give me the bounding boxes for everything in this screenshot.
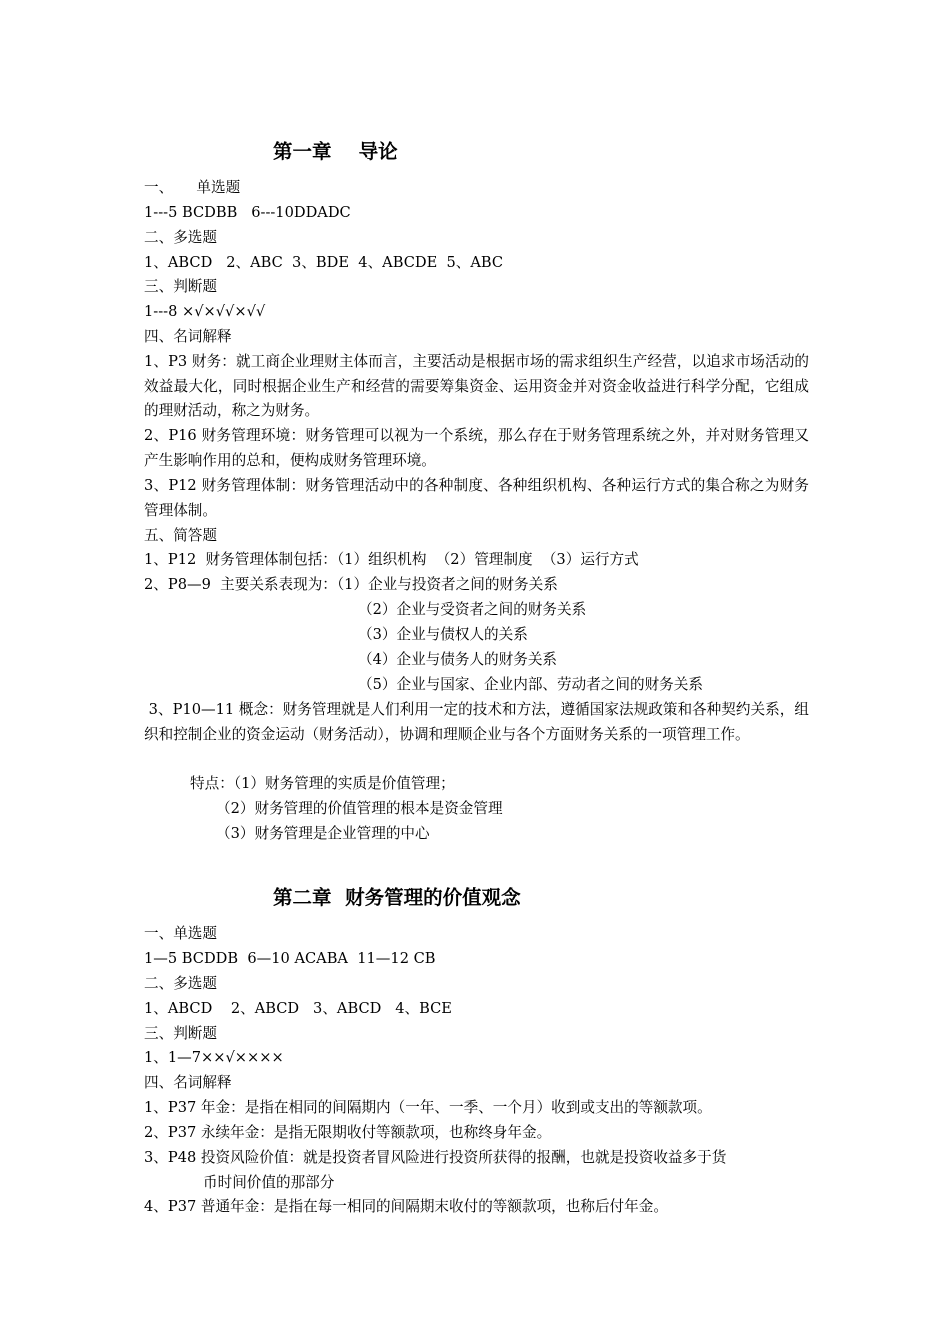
- chapter1-title: 第一章 导论: [273, 140, 398, 163]
- ch2-section-single-choice: 一、单选题: [144, 925, 217, 942]
- ch1-relation-5: （5）企业与国家、企业内部、劳动者之间的财务关系: [358, 676, 703, 693]
- ch1-relation-3: （3）企业与债权人的关系: [358, 626, 528, 643]
- ch1-section-single-choice: 一、 单选题: [144, 179, 241, 196]
- ch2-definition-risk-value: 3、P48 投资风险价值：就是投资者冒风险进行投资所获得的报酬，也就是投资收益多于货: [144, 1149, 727, 1166]
- ch1-section-definitions: 四、名词解释: [144, 328, 232, 345]
- ch2-definition-risk-value-cont: 币时间价值的那部分: [203, 1174, 335, 1191]
- ch1-trait-2: （2）财务管理的价值管理的根本是资金管理: [216, 800, 503, 817]
- ch2-section-multiple-choice: 二、多选题: [144, 975, 217, 992]
- ch2-definition-annuity: 1、P37 年金：是指在相同的间隔期内（一年、一季、一个月）收到或支出的等额款项。: [144, 1099, 712, 1116]
- ch1-answers-true-false: 1---8 ×√×√√×√√: [144, 303, 266, 320]
- ch1-definition-finance: 1、P3 财务：就工商企业理财主体而言，主要活动是根据市场的需求组织生产经营，以追求市场活动的效益最大化，同时根据企业生产和经营的需要筹集资金、运用资金并对资金收益进行科学分配，它组成的理财活动，称之为财务。: [144, 353, 809, 420]
- ch1-answers-multiple-choice: 1、ABCD 2、ABC 3、BDE 4、ABCDE 5、ABC: [144, 254, 504, 271]
- ch1-trait-1: 特点：（1）财务管理的实质是价值管理；: [190, 775, 455, 792]
- ch1-trait-3: （3）财务管理是企业管理的中心: [216, 825, 430, 842]
- ch1-relation-4: （4）企业与债务人的财务关系: [358, 651, 558, 668]
- ch1-definition-environment: 2、P16 财务管理环境：财务管理可以视为一个系统，那么存在于财务管理系统之外，并对财务管理又产生影响作用的总和，便构成财务管理环境。: [144, 427, 809, 469]
- ch2-definition-ordinary-annuity: 4、P37 普通年金：是指在每一相同的间隔期末收付的等额款项，也称后付年金。: [144, 1198, 668, 1215]
- ch1-answers-single-choice: 1---5 BCDBB 6---10DDADC: [144, 204, 351, 221]
- chapter2-title: 第二章 财务管理的价值观念: [273, 886, 521, 909]
- ch2-answers-multiple-choice: 1、ABCD 2、ABCD 3、ABCD 4、BCE: [144, 1000, 452, 1017]
- ch1-section-short-answer: 五、简答题: [144, 527, 217, 544]
- ch2-definition-perpetuity: 2、P37 永续年金：是指无限期收付等额款项，也称终身年金。: [144, 1124, 552, 1141]
- ch1-short-answer-3: 3、P10—11 概念：财务管理就是人们利用一定的技术和方法，遵循国家法规政策和各种契约关系，组织和控制企业的资金运动（财务活动），协调和理顺企业与各个方面财务关系的一项管理工作。: [144, 701, 810, 743]
- ch1-short-answer-1: 1、P12 财务管理体制包括：（1）组织机构 （2）管理制度 （3）运行方式: [144, 551, 639, 568]
- ch1-relation-2: （2）企业与受资者之间的财务关系: [358, 601, 587, 618]
- ch1-section-multiple-choice: 二、多选题: [144, 229, 217, 246]
- ch2-section-true-false: 三、判断题: [144, 1025, 217, 1042]
- ch1-definition-system: 3、P12 财务管理体制：财务管理活动中的各种制度、各种组织机构、各种运行方式的集合称之为财务管理体制。: [144, 477, 809, 519]
- ch2-answers-single-choice: 1—5 BCDDB 6—10 ACABA 11—12 CB: [144, 950, 436, 967]
- ch1-short-answer-2: 2、P8—9 主要关系表现为：（1）企业与投资者之间的财务关系: [144, 576, 558, 593]
- ch2-section-definitions: 四、名词解释: [144, 1074, 232, 1091]
- ch2-answers-true-false: 1、1—7××√××××: [144, 1049, 284, 1066]
- ch1-section-true-false: 三、判断题: [144, 278, 217, 295]
